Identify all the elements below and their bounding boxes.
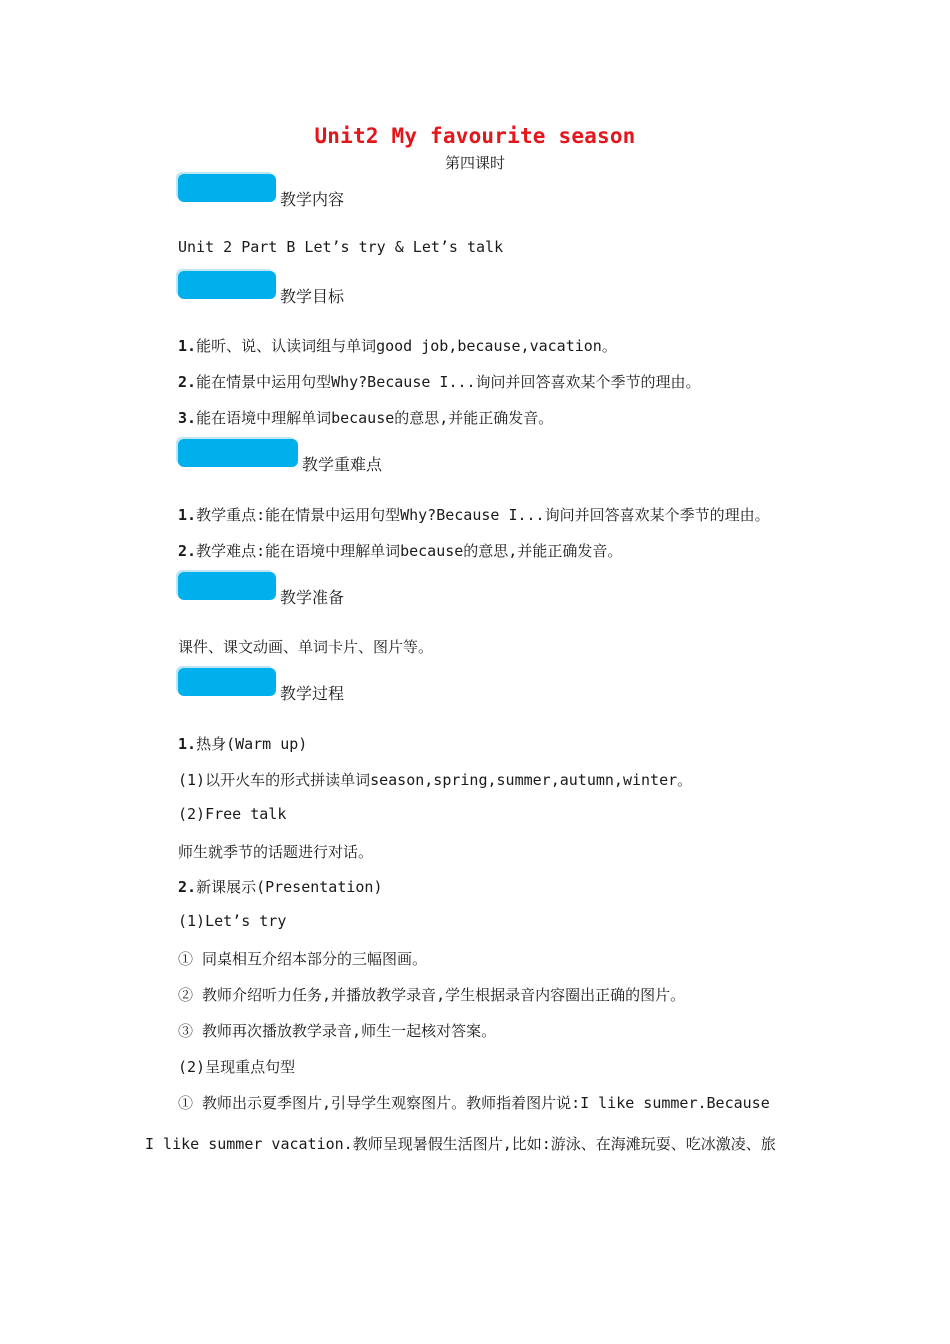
item-text: 能听、说、认读词组与单词good job,because,vacation。 xyxy=(196,337,617,355)
process-line: (2)呈现重点句型 xyxy=(178,1058,296,1076)
item-number: 2. xyxy=(178,373,197,391)
section-badge xyxy=(178,668,276,696)
item-text: 教学重点:能在情景中运用句型Why?Because I...询问并回答喜欢某个季节的理由。 xyxy=(196,506,770,524)
item-number: 2. xyxy=(178,542,197,560)
item-number: 1. xyxy=(178,337,197,355)
goal-item xyxy=(178,407,553,428)
section-title: 教学重难点 xyxy=(302,455,383,474)
document-title: Unit2 My favourite season xyxy=(314,124,636,148)
process-step xyxy=(178,733,307,754)
process-line: (1)Let’s try xyxy=(178,912,287,930)
process-line: ① 教师出示夏季图片,引导学生观察图片。教师指着图片说:I like summer.Because xyxy=(178,1094,770,1112)
item-text: 能在情景中运用句型Why?Because I...询问并回答喜欢某个季节的理由。 xyxy=(196,373,701,391)
process-line: (1)以开火车的形式拼读单词season,spring,summer,autumn,winter。 xyxy=(178,771,693,789)
process-line: 师生就季节的话题进行对话。 xyxy=(178,843,374,861)
section-title: 教学过程 xyxy=(280,684,345,703)
item-number: 1. xyxy=(178,735,197,753)
process-step xyxy=(178,876,383,897)
section-badge xyxy=(178,572,276,600)
item-text: 热身(Warm up) xyxy=(196,735,308,753)
content-line: Unit 2 Part B Let’s try & Let’s talk xyxy=(178,238,504,256)
process-line: ② 教师介绍听力任务,并播放教学录音,学生根据录音内容圈出正确的图片。 xyxy=(178,986,686,1004)
section-title: 教学内容 xyxy=(280,190,345,209)
process-line: (2)Free talk xyxy=(178,805,287,823)
keypoint-item xyxy=(178,504,770,525)
process-line: ③ 教师再次播放教学录音,师生一起核对答案。 xyxy=(178,1022,497,1040)
process-line: I like summer vacation.教师呈现暑假生活图片,比如:游泳、在海滩玩耍、吃冰激凌、旅 xyxy=(145,1135,776,1153)
section-title: 教学目标 xyxy=(280,287,345,306)
section-badge xyxy=(178,174,276,202)
goal-item xyxy=(178,335,617,356)
item-text: 能在语境中理解单词because的意思,并能正确发音。 xyxy=(196,409,554,427)
prep-line: 课件、课文动画、单词卡片、图片等。 xyxy=(178,638,434,656)
item-text: 教学难点:能在语境中理解单词because的意思,并能正确发音。 xyxy=(196,542,623,560)
keypoint-item xyxy=(178,540,622,561)
item-text: 新课展示(Presentation) xyxy=(196,878,383,896)
section-badge xyxy=(178,271,276,299)
process-line: ① 同桌相互介绍本部分的三幅图画。 xyxy=(178,950,428,968)
item-number: 1. xyxy=(178,506,197,524)
section-title: 教学准备 xyxy=(280,588,345,607)
item-number: 3. xyxy=(178,409,197,427)
goal-item xyxy=(178,371,701,392)
item-number: 2. xyxy=(178,878,197,896)
section-badge xyxy=(178,439,298,467)
lesson-subtitle: 第四课时 xyxy=(444,154,505,172)
